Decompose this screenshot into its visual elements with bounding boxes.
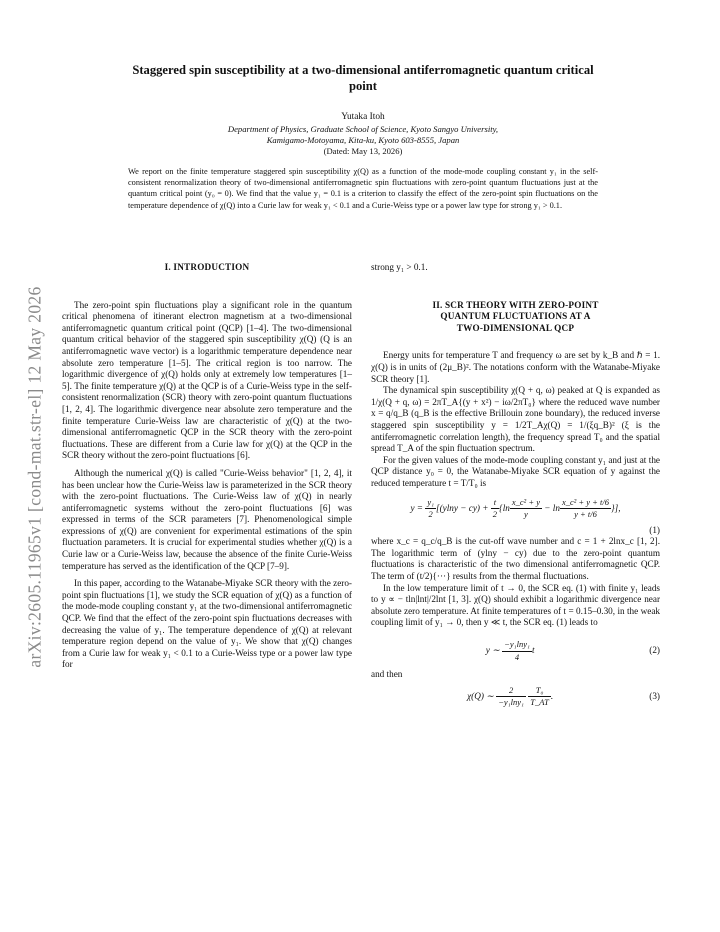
eq1-frac3-den: y bbox=[524, 509, 528, 520]
scr-paragraph-4: where x_c = q_c/q_B is the cut-off wave number and c = 1 + 2lnx_c [1, 2]. The logarithmic term of (ylny − cy) due to the zero-point quantum fluctuations is characteristic of the two dimensional antiferromagnetic QCP. The term of (t/2){···} results from the thermal fluctuations. bbox=[371, 536, 660, 582]
arxiv-stamp-text: arXiv:2605.11965v1 [cond-mat.str-el] 12 May 2026 bbox=[24, 286, 45, 668]
equation-1 bbox=[371, 497, 660, 521]
section-title-scr-theory bbox=[371, 300, 660, 335]
eq1-frac2-den: 2 bbox=[492, 509, 498, 520]
eq1-frac-4 bbox=[560, 497, 611, 521]
scr-paragraph-3: For the given values of the mode-mode coupling constant y₁ and just at the QCP distance y₀ = 0, the Watanabe-Miyake SCR equation of y against the reduced temperature t = T/T₀ is bbox=[371, 454, 660, 488]
equation-2-body bbox=[371, 639, 649, 663]
eq2-lhs: y ∼ bbox=[485, 645, 503, 656]
intro-paragraph-1: The zero-point spin fluctuations play a significant role in the quantum critical phenomena of itinerant electron magnetism at a two-dimensional antiferromagnetic quantum critical point (QCP) [1–4]. The two-dimensional quantum critical behavior of the staggered spin susceptibility χ(Q) (Q is an antiferromagnetic wave vector) is a logarithmic temperature dependence near absolute zero temperature [1–5]. The critical region is too narrow. The logarithmic divergence of χ(Q) holds only at extremely low temperatures [1–5]. The finite temperature χ(Q) at the QCP is of a Curie-Weiss type in the self-consistent renormalization (SCR) theory with zero-point quantum fluctuations [1, 2, 4]. The logarithmic divergence near absolute zero temperature and the finite temperature Curie-Weiss law are characteristic of χ(Q) at the two-dimensional antiferromagnetic QCP in the SCR theory with the zero-point fluctuations. These are different from a Curie law for χ(Q) at the QCP in the SCR theory without the zero-point fluctuations [6]. bbox=[62, 299, 352, 461]
equation-1-number-row bbox=[371, 525, 660, 537]
eq3-end: . bbox=[550, 691, 554, 702]
eq1-minus: − ln bbox=[541, 502, 560, 513]
eq3-den2: T_AT bbox=[530, 697, 549, 708]
intro-paragraph-2: Although the numerical χ(Q) is called "Curie-Weiss behavior" [1, 2, 4], it has been unclear how the Curie-Weiss law is parameterized in the SCR theory with the zero-point fluctuations. The Curie-Weiss law of χ(Q) in nearly antiferromagnetic systems without the zero-point fluctuations [6] was expressed in terms of the SCR parameters [7]. Phenomenological simple expressions of χ(Q) are convenient for experimental estimations of the spin fluctuation parameters. It is crucial for experimental studies whether χ(Q) is a Curie law or a Curie-Weiss law, because the absence of the finite Curie-Weiss temperature has served as the identification of the QCP [7–9]. bbox=[62, 467, 352, 571]
section-title-introduction: I. INTRODUCTION bbox=[164, 262, 250, 272]
eq1-brace: {ln bbox=[499, 502, 510, 513]
eq2-den: 4 bbox=[514, 651, 520, 662]
scr-paragraph-5: In the low temperature limit of t → 0, the SCR eq. (1) with finite y₁ leads to y ∝ − tln|lnt|/2lnt [1, 3]. χ(Q) should exhibit a logarithmic divergence near absolute zero temperature. At finite temperatures of t = 0.15–0.30, in the weak coupling limit of y₁ → 0, then y ≪ t, the SCR eq. (1) leads to bbox=[371, 582, 660, 628]
equation-2-number: (2) bbox=[649, 645, 660, 656]
intro-paragraph-3: In this paper, according to the Watanabe-Miyake SCR theory with the zero-point spin fluctuations [1], we study the SCR equation of χ(Q) as a function of the mode-mode coupling constant y₁ at the two-dimensional antiferromagnetic QCP. We find that the effect of the zero-point spin fluctuations decreases with decreasing the value of y₁. The temperature dependence of χ(Q) at relevant temperature region depend on the value of y₁. We show that χ(Q) changes from a Curie law for weak y₁ < 0.1 to a Curie-Weiss type or a power law type for bbox=[62, 578, 352, 670]
left-column bbox=[62, 262, 352, 671]
equation-3-body bbox=[371, 685, 649, 709]
eq3-frac-2 bbox=[528, 684, 554, 709]
abstract: We report on the finite temperature staggered spin susceptibility χ(Q) as a function of the mode-mode coupling constant y₁ in the self-consistent renormalization theory of two-dimensional antiferromagnetic spin fluctuations with zero-point quantum fluctuations just at the quantum critical point (y₀ = 0). We find that the value y₁ = 0.1 is a criterion to classify the effect of the zero-point spin fluctuations on the temperature dependence of χ(Q) into a Curie law for weak y₁ < 0.1 and a Curie-Weiss type or a power law type for strong y₁ > 0.1. bbox=[128, 167, 598, 210]
eq2-num: −y₁lny₁ bbox=[502, 639, 532, 652]
eq1-frac4-den: y + t/6 bbox=[574, 509, 597, 520]
eq1-frac1-num: y₁ bbox=[425, 497, 436, 510]
date-line: (Dated: May 13, 2026) bbox=[323, 146, 403, 156]
eq1-mid: [(ylny − cy) + bbox=[436, 502, 491, 513]
paper-title bbox=[58, 62, 668, 94]
equation-1-body bbox=[371, 497, 660, 521]
eq1-frac-y1-over-2 bbox=[425, 497, 436, 521]
title-line-1: Staggered spin susceptibility at a two-dimensional antiferromagnetic quantum critical bbox=[132, 63, 594, 77]
author-name: Yutaka Itoh bbox=[341, 112, 385, 122]
scr-paragraph-2: The dynamical spin susceptibility χ(Q + q, ω) peaked at Q is expanded as 1/χ(Q + q, ω) = 2πT_A{(y + x²) − iω/2πT₀} where the reduced wave number x = q/q_B (q_B is the effective Brillouin zone boundary), the reduced inverse staggered spin susceptibility y = 1/2T_Aχ(Q) = 1/(ξq_B)² (ξ is the antiferromagnetic correlation length), the frequency spread T₀ and the spatial spread T_A of the spin fluctuation spectrum. bbox=[371, 385, 660, 454]
section-title-line-3: TWO-DIMENSIONAL QCP bbox=[456, 322, 575, 333]
eq2-frac bbox=[502, 639, 532, 663]
eq3-num: 2 bbox=[496, 685, 526, 698]
equation-3-number: (3) bbox=[649, 691, 660, 702]
eq1-frac1-den: 2 bbox=[428, 509, 433, 520]
eq1-frac2-num: t bbox=[491, 497, 499, 510]
eq1-frac-t-over-2 bbox=[491, 497, 499, 521]
eq3-num2: T₀ bbox=[528, 685, 551, 698]
equation-2 bbox=[371, 639, 660, 663]
eq3-den: −y₁lny₁ bbox=[498, 697, 524, 708]
affiliation-line-2: Kamigamo-Motoyama, Kita-ku, Kyoto 603-8555, Japan bbox=[266, 135, 460, 145]
eq3-lhs: χ(Q) ∼ bbox=[467, 691, 497, 702]
affiliation-line-1: Department of Physics, Graduate School of Science, Kyoto Sangyo University, bbox=[227, 124, 499, 134]
right-column bbox=[371, 262, 660, 709]
eq2-rhs: t bbox=[531, 645, 535, 656]
equation-3 bbox=[371, 685, 660, 709]
eq1-end: }], bbox=[611, 502, 621, 513]
eq1-frac4-num: x_c² + y + t/6 bbox=[560, 497, 611, 510]
and-then-text: and then bbox=[371, 669, 403, 680]
section-title-line-2: QUANTUM FLUCTUATIONS AT A bbox=[440, 311, 591, 322]
equation-1-number: (1) bbox=[649, 524, 660, 535]
continuation-text: strong y₁ > 0.1. bbox=[371, 262, 428, 272]
eq1-lhs: y = bbox=[410, 502, 426, 513]
eq3-frac-1 bbox=[496, 685, 526, 709]
affiliation bbox=[58, 124, 668, 146]
arxiv-stamp bbox=[18, 242, 52, 712]
eq1-frac3-num: x_c² + y bbox=[510, 497, 542, 510]
eq1-frac-3 bbox=[510, 497, 542, 521]
section-title-line-1: II. SCR THEORY WITH ZERO-POINT bbox=[432, 299, 599, 310]
scr-paragraph-1: Energy units for temperature T and frequency ω are set by k_B and ℏ = 1. χ(Q) is in units of (2μ_B)². The notations conform with the Watanabe-Miyake SCR theory [1]. bbox=[371, 350, 660, 384]
title-line-2: point bbox=[349, 79, 377, 93]
